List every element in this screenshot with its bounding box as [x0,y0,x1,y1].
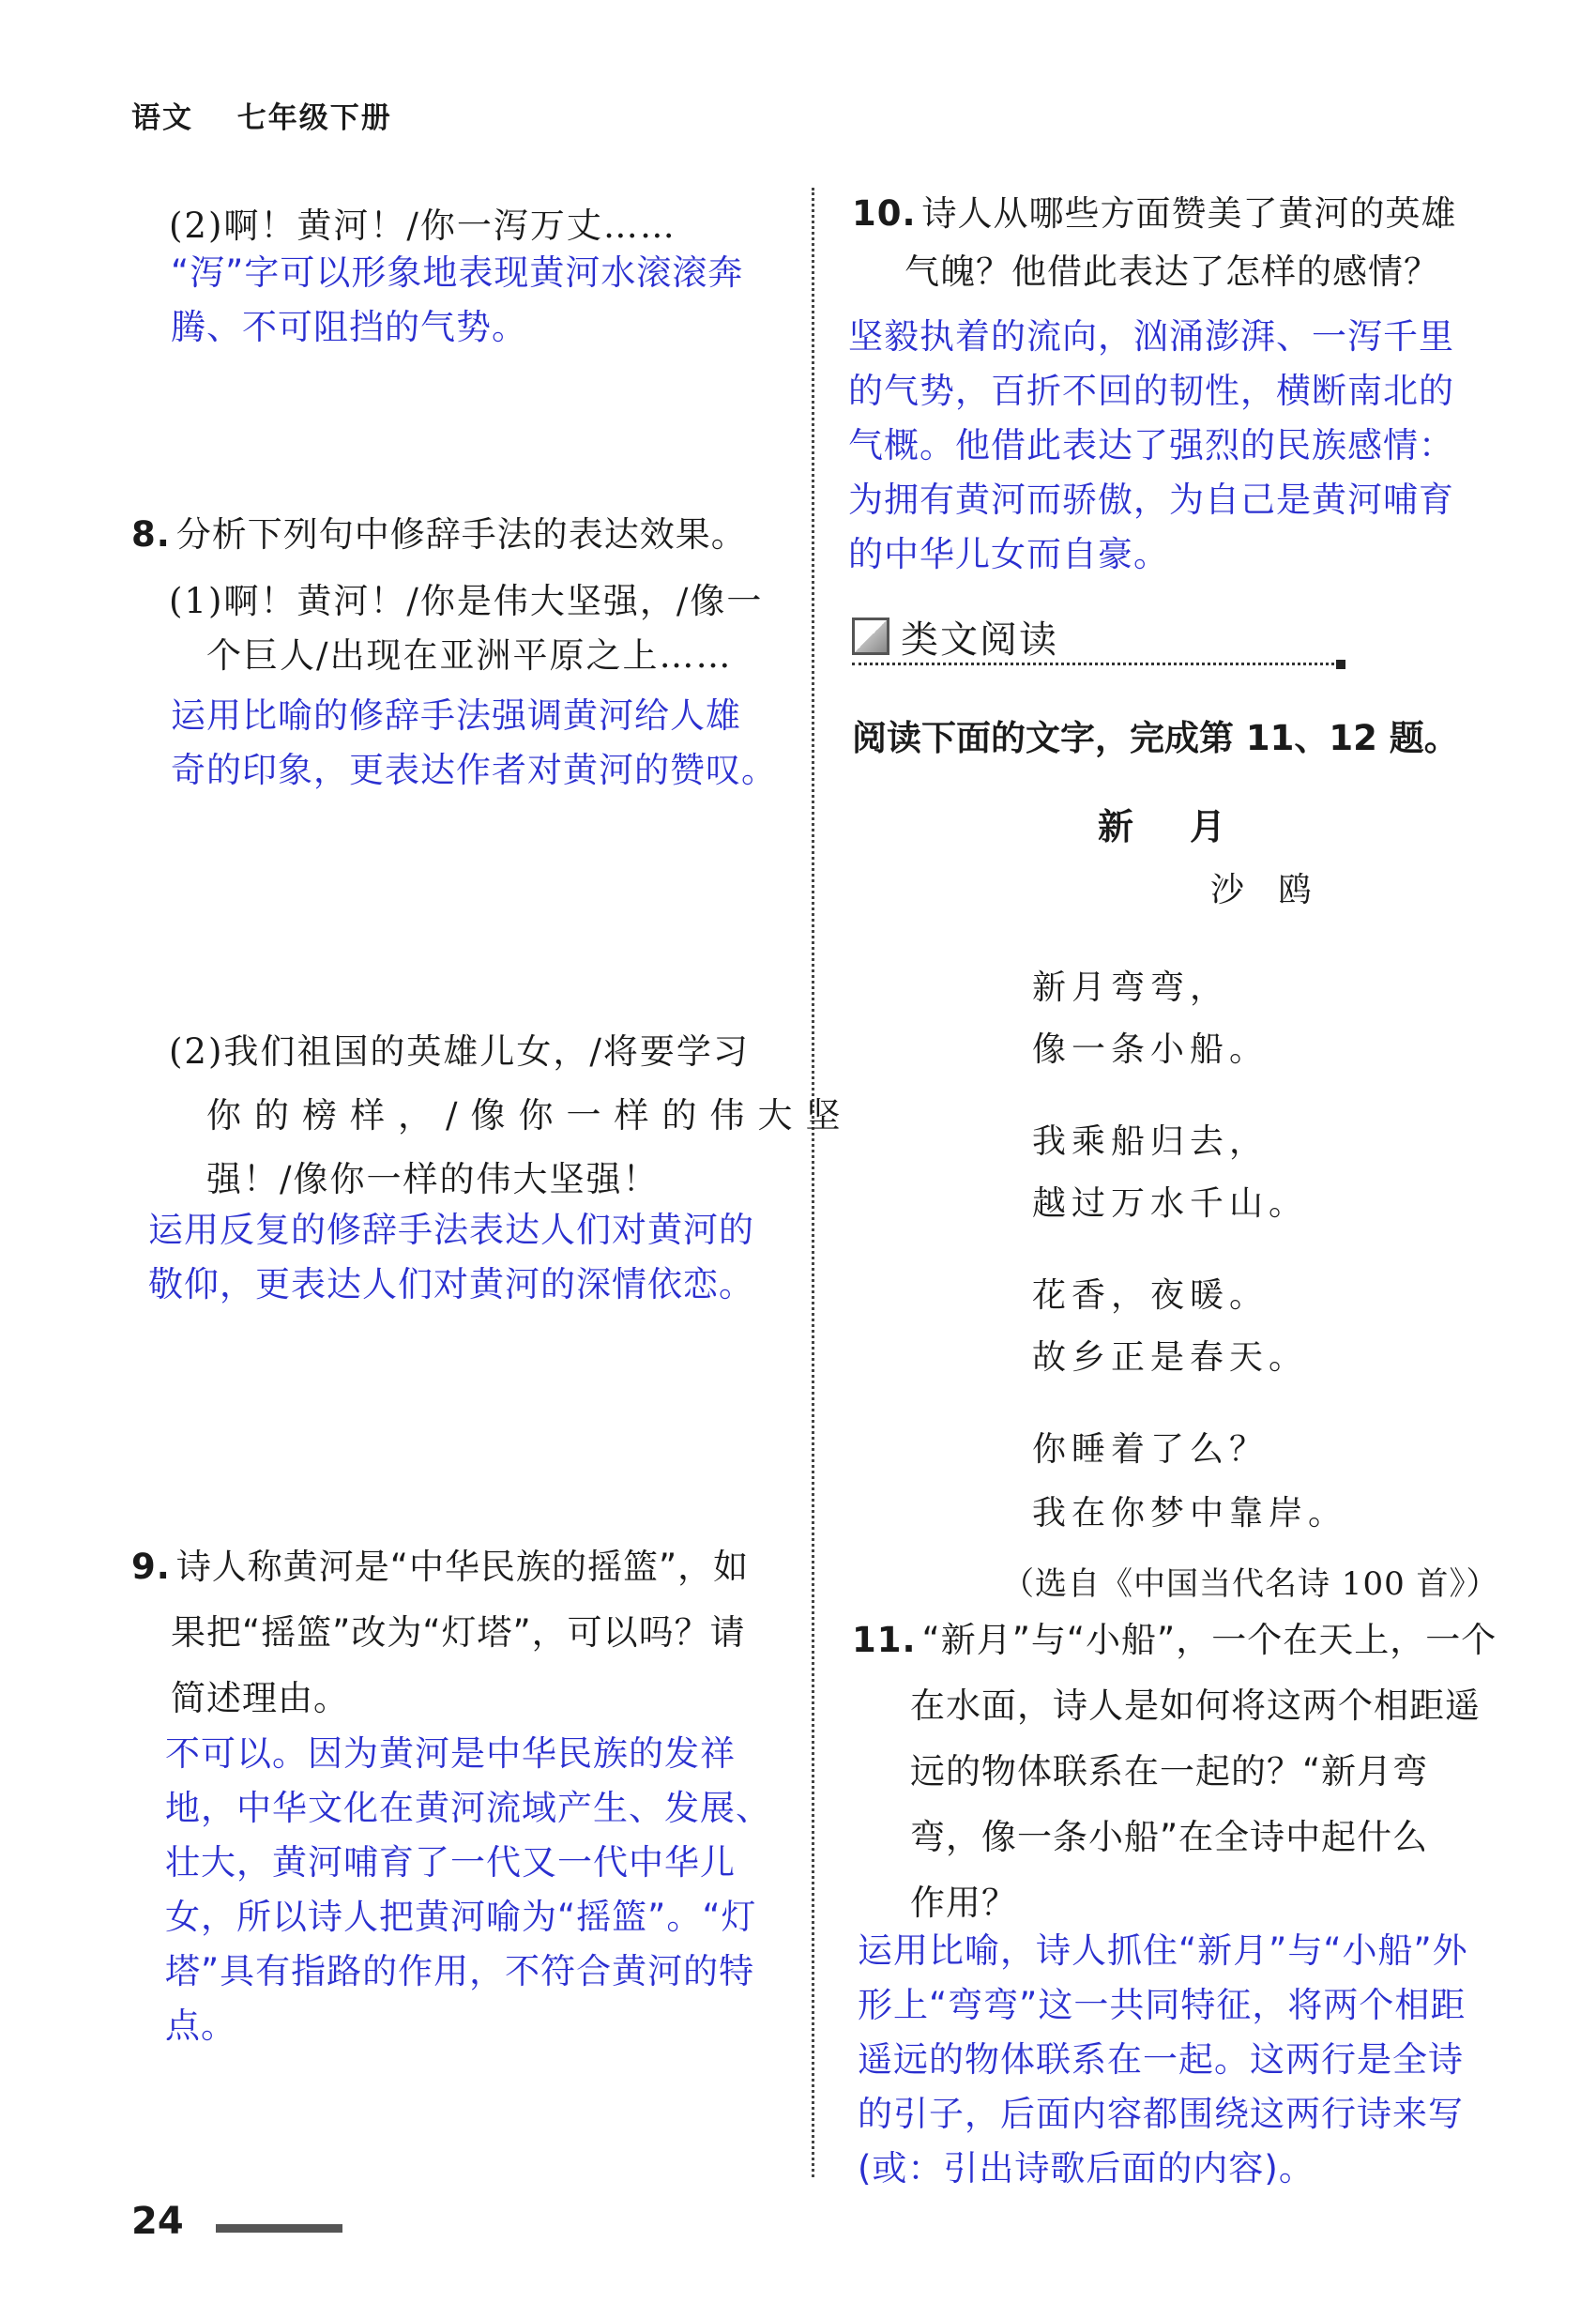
subject-label: 语文 [131,101,193,135]
section-title: 类文阅读 [901,618,1058,662]
q9-answer [165,1727,771,2053]
answer-line: 点。 [165,2006,236,2046]
footer-bar [216,2224,342,2233]
page-header [131,94,424,136]
poem-author: 沙鸥 [1210,871,1346,909]
answer-line: 女，所以诗人把黄河喻为“摇篮”。“灯 [165,1897,757,1937]
poem-source: （选自《中国当代名诗 100 首》） [1002,1565,1499,1603]
answer-line: 形上“弯弯”这一共同特征，将两个相距 [858,1985,1467,2025]
q7-part2-prompt: (2)啊！黄河！/你一泻万丈…… [169,206,676,246]
q10-answer [848,310,1454,582]
answer-line: 地，中华文化在黄河流域产生、发展、 [165,1788,771,1828]
poem-line: 我乘船归去， [1032,1122,1269,1161]
answer-line: 敬仰，更表达人们对黄河的深情依恋。 [148,1264,754,1304]
poem-title: 新月 [1098,806,1283,847]
answer-line: 运用反复的修辞手法表达人们对黄河的 [148,1210,754,1250]
reading-instruction: 阅读下面的文字，完成第 11、12 题。 [852,718,1459,758]
grade-label: 七年级下册 [236,101,392,135]
question-number: 8. [131,514,171,555]
poem-line: 新月弯弯， [1032,968,1230,1007]
answer-line: 腾、不可阻挡的气势。 [171,307,527,347]
poem-line: 花香，夜暖。 [1032,1276,1269,1315]
q8-part2-answer [148,1203,754,1312]
answer-line: 的气势，百折不回的韧性，横断南北的 [848,371,1454,411]
page-number: 24 [131,2200,184,2243]
poem-line: 越过万水千山。 [1032,1184,1309,1223]
question-10: 10. 诗人从哪些方面赞美了黄河的英雄 气魄？他借此表达了怎样的感情？ [852,193,1457,292]
question-text: 分析下列句中修辞手法的表达效果。 [175,514,747,555]
question-number: 11. [852,1620,917,1660]
section-rule-end [1336,660,1345,669]
answer-line: 不可以。因为黄河是中华民族的发祥 [165,1733,736,1774]
q8-part1-answer [171,689,777,798]
question-number: 10. [852,193,917,234]
answer-line: (或：引出诗歌后面的内容)。 [858,2148,1315,2189]
answer-line: 运用比喻，诗人抓住“新月”与“小船”外 [858,1930,1468,1971]
answer-line: 遥远的物体联系在一起。这两行是全诗 [858,2039,1464,2080]
answer-line: 的中华儿女而自豪。 [848,534,1169,574]
q8-part1-prompt: (1)啊！黄河！/你是伟大坚强，/像一 个巨人/出现在亚洲平原之上…… [169,581,764,676]
poem-line: 我在你梦中靠岸。 [1032,1494,1348,1533]
answer-line: “泻”字可以形象地表现黄河水滚滚奔 [171,252,744,293]
poem-line: 你睡着了么？ [1032,1430,1269,1469]
q8-part2-prompt: (2)我们祖国的英雄儿女，/将要学习 你的榜样，/像你一样的伟大坚 强！/像你一样的伟大坚强！ [169,1031,854,1199]
section-icon [852,618,889,655]
q11-answer [858,1924,1468,2196]
answer-line: 壮大，黄河哺育了一代又一代中华儿 [165,1842,736,1883]
poem-line: 像一条小船。 [1032,1030,1269,1069]
question-9: 9. 诗人称黄河是“中华民族的摇篮”，如 果把“摇篮”改为“灯塔”，可以吗？请 简述理由。 [131,1547,750,1718]
answer-line: 运用比喻的修辞手法强调黄河给人雄 [171,695,741,736]
question-number: 9. [131,1547,171,1587]
q7-part2-answer [171,246,743,355]
question-8 [131,507,747,563]
answer-line: 的引子，后面内容都围绕这两行诗来写 [858,2094,1464,2134]
answer-line: 坚毅执着的流向，汹涌澎湃、一泻千里 [848,316,1454,357]
answer-line: 气概。他借此表达了强烈的民族感情： [848,425,1454,465]
answer-line: 奇的印象，更表达作者对黄河的赞叹。 [171,750,777,790]
answer-line: 为拥有黄河而骄傲，为自己是黄河哺育 [848,480,1454,520]
section-heading [852,606,1340,665]
answer-line: 塔”具有指路的作用，不符合黄河的特 [165,1951,755,1991]
poem-line: 故乡正是春天。 [1032,1338,1309,1377]
question-11: 11. “新月”与“小船”，一个在天上，一个 在水面，诗人是如何将这两个相距遥 远的物体联系在一起的？“新月弯 弯，像一条小船”在全诗中起什么 作用？ [852,1620,1497,1923]
